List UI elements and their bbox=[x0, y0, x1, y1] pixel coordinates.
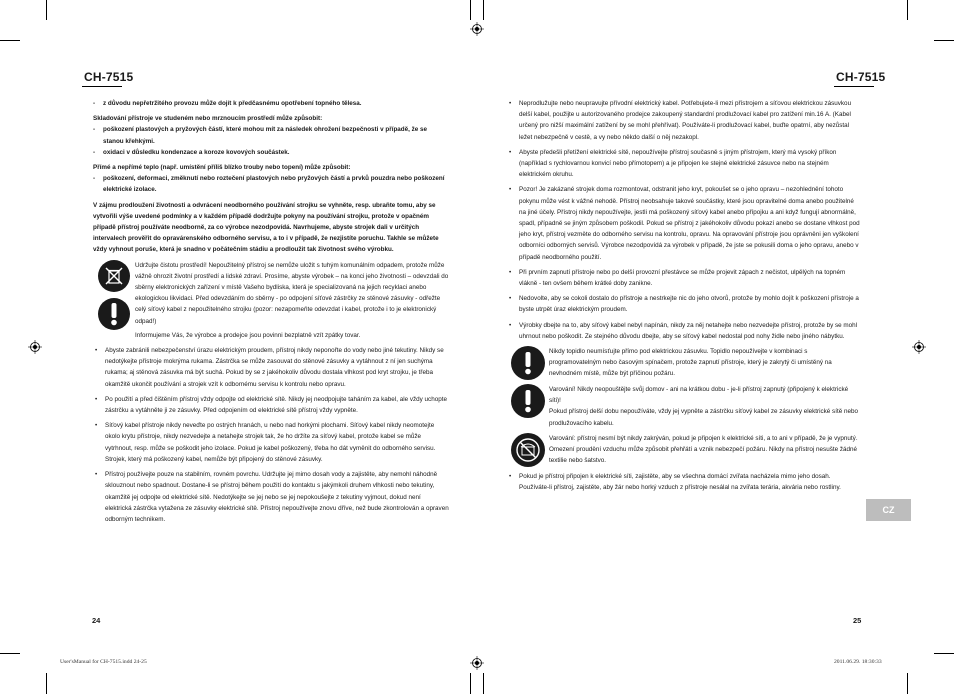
registration-mark-icon bbox=[470, 656, 484, 670]
warning-text-2b: Pokud přístroj delší dobu nepoužíváte, vždy jej vypněte a zástrčku síťový kabel ze zásuvky elektrické sítě nebo prodlužovacího kabelu. bbox=[549, 408, 858, 427]
left-heading-heat: Přímé a nepřímé teplo (např. umístění příliš blízko trouby nebo topení) může způsobit: bbox=[93, 164, 351, 172]
registration-mark-icon bbox=[912, 340, 926, 354]
registration-mark-icon bbox=[28, 340, 42, 354]
left-dash-item: - z důvodu nepřetržitého provozu může dojít k předčasnému opotřebení topného tělesa. bbox=[93, 98, 449, 109]
crop-mark bbox=[483, 673, 484, 694]
crop-mark bbox=[470, 673, 471, 694]
model-title-left: CH-7515 bbox=[84, 70, 134, 84]
right-bullet: • Při prvním zapnutí přístroje nebo po delší provozní přestávce se může projevit zápach z nečistot, ulpělých na topném vlákně - ten ovšem během krátké doby zanikne. bbox=[507, 267, 861, 289]
crop-mark bbox=[0, 40, 20, 41]
right-bullet: • Výrobky dbejte na to, aby síťový kabel nebyl napínán, nikdy za něj netahejte nebo nezvedejte přístroj, protože by se mohl uhrnout nebo poškodit. Ze stejného důvodu dbejte, aby se síťový kabel nedostal pod nohy židle nebo jiného nábytku. bbox=[507, 320, 861, 342]
language-tab: CZ bbox=[866, 499, 911, 521]
footer-file-info: User'sManual for CH-7515.indd 24-25 bbox=[60, 659, 147, 665]
crop-mark bbox=[46, 673, 47, 694]
registration-mark-icon bbox=[470, 22, 484, 36]
eco-text: Udržujte čistotu prostředí! Nepoužitelný přístroj se nemůže uložit s tuhým komunálním odpadem, protože může vážně ohrozit životní prostředí a lidské zdraví. Prosíme, abyste výrobek – na konci jeho životnosti – odevzdali do sběrny elektronických zařízení v místě Vašeho bydliska, která je specializovaná na jejich recyklaci anebo ekologickou likvidaci. Před odevzdáním do sběrny - po odpojení síťové zástrčky ze stěnové zásuvky - odřežte celý síťový kabel z nepoužitelného strojku (pozor: nezapomeňte odevzdat i kabel, protože i to je elektronický odpad!) bbox=[135, 261, 449, 325]
crop-mark bbox=[483, 0, 484, 20]
left-dash-item: - poškození plastových a pryžových částí, které mohou mít za následek ohrožení bezpečnosti v případě, že se stanou křehkými. bbox=[93, 124, 449, 146]
footer-timestamp: 2011.06.29. 18:30:33 bbox=[834, 659, 882, 665]
warning-row-2 bbox=[507, 384, 861, 429]
warning-row-3 bbox=[507, 433, 861, 467]
page-number-left: 24 bbox=[92, 616, 101, 625]
left-bullet: • Přístroj používejte pouze na stabilním, rovném povrchu. Udržujte jej mimo dosah vody a zajistěte, aby nemohl náhodně sklouznout nebo spadnout. Dostane-li se přístroj během použití do kontaktu s jakýmkoli druhem vlhkosti nebo tekutiny, okamžitě jej odpojte od elektrické sítě. Nedotýkejte se jej nebo se jej nepokoušejte z tekutiny vyjmout, dokud není elektrická zástrčka vytažena ze zásuvky elektrické sítě. Přístroj nepoužívejte znovu dříve, než bude zkontrolován a opraven odborným technikem. bbox=[93, 469, 449, 525]
crop-mark bbox=[907, 673, 908, 694]
right-bullet: • Pokud je přístroj připojen k elektrické síti, zajistěte, aby se všechna domácí zvířata nacházela mimo jeho dosah. Používáte-li přístroj, zajistěte, aby žár nebo horký vzduch z přístroje nesálal na zvířata terária, akvária nebo rostliny. bbox=[507, 471, 861, 493]
crop-mark bbox=[907, 0, 908, 20]
crop-mark bbox=[934, 40, 954, 41]
right-bullet: • Pozor! Je zakázané strojek doma rozmontovat, odstranit jeho kryt, pokoušet se o jeho opravu – nezohlednění tohoto pokynu může vést k vážné nehodě. Přístroj neobsahuje takové součástky, které jsou opravitelné doma anebo použitelné na jiné účely. Přístroj nikdy nepoužívejte, jestli má poškozený síťový kabel anebo přípojku a ani když fungují abnormálně, spadl, případně se jiným způsobem poškodil. Pokud se přístroj z jakéhokoliv důvodu pokazí anebo se dostane vlhkost pod jeho kryt, přístroj vezměte do odborného servisu na kontrolu, opravu. Na opravování přístroje jsou oprávněni jen vyškolení odborníci odborných servisů. Výrobce nezodpovídá za výrobek v případě, že jste se pokusili doma o jeho opravu, anebo v případě neodborného použití. bbox=[507, 184, 861, 262]
warning-row-1 bbox=[507, 346, 861, 380]
warning-text-1: Nikdy topidlo neumísťujte přímo pod elektrickou zásuvku. Topidlo nepoužívejte v kombinaci s programovatelným nebo časovým spínačem, protože zapnutí přístroje, který je zakrytý či umístěný na nevhodném místě, může být příčinou požáru. bbox=[549, 348, 832, 378]
right-bullet: • Neprodlužujte nebo neupravujte přívodní elektrický kabel. Potřebujete-li mezi přístrojem a síťovou elektrickou zásuvkou delší kabel, použijte u autorizovaného prodejce zakoupený standardní prodlužovací kabel pro zatížení min.16 A. (Kabel určený pro nižší maximální zatížení by se mohl přehřívat). Používáte-li prodlužovací kabel, buďte opatrní, aby nezůstal ležet nebezpečně v cestě, a vy nebo někdo další o něj nezakopl. bbox=[507, 98, 861, 143]
crop-mark bbox=[934, 653, 954, 654]
crossed-bin-icon bbox=[98, 260, 130, 292]
crop-mark bbox=[0, 653, 20, 654]
model-title-right: CH-7515 bbox=[836, 70, 886, 84]
eco-text-2: Informujeme Vás, že výrobce a prodejce jsou povinni bezplatně vzít zpátky tovar. bbox=[135, 331, 361, 339]
page-number-right: 25 bbox=[853, 616, 862, 625]
header-rule-left bbox=[82, 86, 122, 87]
header-rule-right bbox=[834, 86, 874, 87]
left-bullet: • Abyste zabránili nebezpečenství úrazu elektrickým proudem, přístroj nikdy neponořte do vody nebo jiné tekutiny. Nikdy se nedotýkejte přístroje mokrýma rukama. Zástrčka se může zasouvat do stěnové zásuvky a vytáhnout z ní jen suchýma rukama; aj stěnová zásuvka má být suchá. Pokud by se z jakéhokoliv důvodu dostala vlhkost pod kryt strojku, je třeba okamžitě ukončit používání a strojek vzít k odbornému servisu k kontrolu nebo opravu. bbox=[93, 345, 449, 390]
left-heading-cold: Skladování přístroje ve studeném nebo mrznoucím prostředí může způsobit: bbox=[93, 115, 323, 123]
eco-section bbox=[93, 260, 449, 341]
left-page-column bbox=[93, 98, 449, 525]
left-bullet: • Síťový kabel přístroje nikdy neveďte po ostrých hranách, u nebo nad horkými plochami. Síťový kabel nikdy neomotejte okolo krytu přístroje, nikdy nezvedejte a netahejte strojek tak, že ho držíte za síťový kabel, protože kabel se může vytrhnout, resp. může se poškodit jeho izolace. Pokud je kabel poškozený, třeba ho dát vyměnit do odborného servisu. Strojek, který má poškozený kabel, nemůže být připojený do stěnové zásuvky. bbox=[93, 420, 449, 465]
crop-mark bbox=[470, 0, 471, 20]
left-bullet: • Po použití a před čištěním přístroj vždy odpojte od elektrické sítě. Nikdy jej neodpojujte taháním za kabel, ale vždy uchopte zástrčku a vytáhněte ji ze zásuvky. Před odpojením od elektrické sítě přístroj vždy vypněte. bbox=[93, 394, 449, 416]
left-dash-item: - oxidaci v důsledku kondenzace a koroze kovových součástek. bbox=[93, 147, 449, 158]
warning-text-2a: Varování! Nikdy neopouštějte svůj domov - ani na krátkou dobu - je-li přístroj zapnutý (připojený k elektrické síti)! bbox=[549, 386, 849, 405]
left-lifetime-paragraph: V zájmu prodloužení životnosti a odvrácení neodborného používání strojku se vyhněte, resp. ubraňte tomu, aby se vytvořili výše uvedené podmínky a v každém případě dodržujte pokyny na používání strojku, protože v opačném případě přístroj používáte neodborně, za co výrobce nezodpovídá. Navrhujeme, abyste strojek dali v určitých intervalech prověřit do opravárenského odborného servisu, a to i v případě, že nezjistíte poruchu. Takhle se můžete vždy vyhnout poruše, která je snadno v počátečním stádiu a prodloužit tak životnost svého výrobku. bbox=[93, 201, 439, 254]
right-page-column bbox=[507, 98, 861, 493]
left-dash-item: - poškození, deformaci, změknutí nebo roztečení plastových nebo pryžových částí a prvků pouzdra nebo poškození elektrické izolace. bbox=[93, 173, 449, 195]
exclamation-icon bbox=[511, 346, 545, 380]
right-bullet: • Nedovolte, aby se cokoli dostalo do přístroje a nestrkejte nic do jeho otvorů, protože by mohlo dojít k poškození přístroje a byste utrpět úraz elektrickým proudem. bbox=[507, 293, 861, 315]
right-bullet: • Abyste předešli přetížení elektrické sítě, nepoužívejte přístroj současně s jiným přístrojem, který má vysoký příkon (například s rychlovarnou konvicí nebo přímotopem) a je připojen ke stejné elektrické zásuvce nebo na stejném elektrickém okruhu. bbox=[507, 147, 861, 181]
crop-mark bbox=[46, 0, 47, 20]
warning-text-3: Varování: přístroj nesmí být nikdy zakrýván, pokud je připojen k elektrické síti, a to ani v případě, že je vypnutý. Omezení proudění vzduchu může způsobit přehřátí a vznik nebezpečí požáru. Nikdy na přístroj nesušte žádné textilie nebo šatstvo. bbox=[549, 434, 858, 465]
exclamation-icon bbox=[98, 298, 130, 330]
exclamation-icon bbox=[511, 384, 545, 418]
do-not-cover-icon bbox=[511, 433, 545, 467]
